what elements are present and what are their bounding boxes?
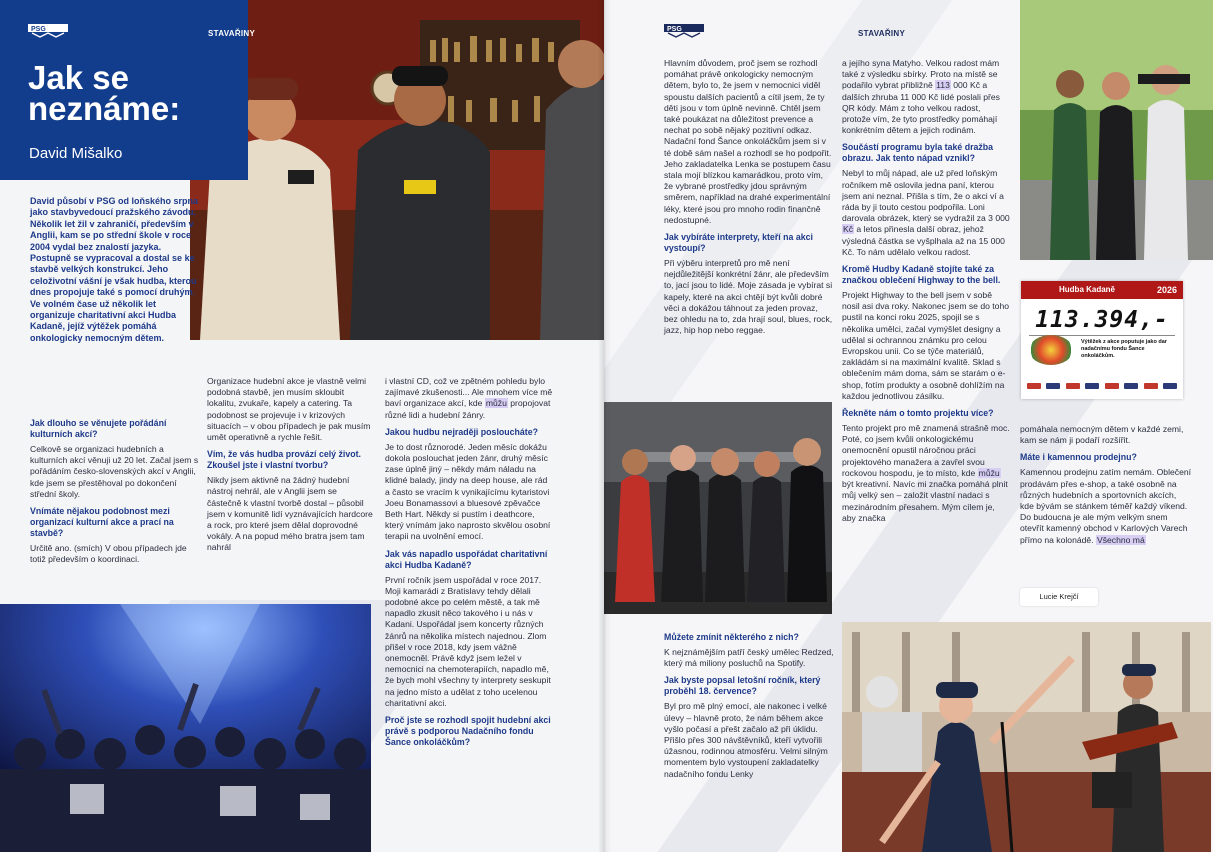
poster-amount: 113.394,- <box>1035 307 1169 333</box>
question-heading: Kromě Hudby Kadaně stojíte také za značkou oblečení Highway to the bell. <box>842 264 1001 286</box>
answer-paragraph: K nejznámějším patří český umělec Redzed, který má miliony posluchů na Spotify. <box>664 647 834 669</box>
svg-text:PSG: PSG <box>667 26 682 33</box>
question-heading: Můžete zmínit některého z nich? <box>664 632 799 642</box>
answer-paragraph: Hlavním důvodem, proč jsem se rozhodl pomáhat právě onkologicky nemocným dětem, bylo to, že jsem v nemocnici viděl spoustu dalších pacientů a cítil jsem, že ty děti jsou v tom úplně nevinně. Chtěl jsem také poukázat na důležitost prevence a nechat po sobě nějaký pozitivní odkaz. Nadační fond Šance onkoláčkům jsem si v té době sám našel a rozhodl se ho podpořit. Jeho zakladatelka Lenka se postupem času stala mojí blízkou kamarádkou, proto vím, že vybrané prostředky jdou správným směrem, například na drahé experimentální léky, které jsou pro mnoho rodin finančně nedostupné. <box>664 58 832 225</box>
sponsor-logo-icon <box>1163 383 1177 389</box>
page-subtitle: David Mišalko <box>29 145 123 162</box>
question-heading: Řekněte nám o tomto projektu více? <box>842 408 994 419</box>
sponsor-logo-icon <box>1066 383 1080 389</box>
hero-photo <box>190 0 604 340</box>
right-column-3 <box>1020 424 1192 552</box>
text-run: a letos přinesla další obraz, jehož výsledná částka se vyšplhala až na 15 000 Kč. To nám udělalo velkou radost. <box>842 224 1005 257</box>
question-heading: Jakou hudbu nejraději posloucháte? <box>385 426 538 437</box>
text-run: propojovat různé lidi a hudební žánry. <box>385 398 551 420</box>
answer-paragraph <box>842 168 1010 258</box>
question-heading: Jak vás napadlo uspořádat charitativní akci Hudba Kadaně? <box>385 548 548 570</box>
sponsor-logo-icon <box>1046 383 1060 389</box>
answer-paragraph: Při výběru interpretů pro mě není nejdůležitější konkrétní žánr, ale především to, jací jsou to lidé. Moje zásada je vybírat si kapely, které na akci chtějí být kvůli dobré věci a dokážou táhnout za jeden provaz, bez ohledu na to, zda hrají soul, blues, rock, jazz, hip hop nebo reggae. <box>664 258 833 336</box>
sponsor-logo-icon <box>1105 383 1119 389</box>
left-column-2 <box>207 376 373 560</box>
question-heading: Máte i kamennou prodejnu? <box>1020 452 1137 463</box>
highlighted-text: můžu <box>485 398 507 409</box>
answer-paragraph: Projekt Highway to the bell jsem v sobě nosil asi dva roky. Nakonec jsem se do toho pustil na konci roku 2025, spojil se s několika umělci, začal vymýšlet designy a udělal si ochrannou známku pro celou Evropskou unii. Co se týče materiálů, zakládám si na maximální kvalitě. Sklad s oblečením mám doma, sám se starám o e-shop, fotím produkty a osobně dohlížím na každou jednotlivou zásilku. <box>842 290 1010 401</box>
answer-paragraph: Byl pro mě plný emocí, ale nakonec i velké úlevy – hlavně proto, že nám během akce vyšlo počasí a přešt začalo až při úklidu. Přišlo přes 300 návštěvníků, kteří vytvořili úžasnou, rodinnou atmosféru. Velmi silným momentem bylo vystoupení zakladatelky nadačního fondu Lenky <box>664 701 828 779</box>
singer-photo <box>842 622 1211 852</box>
highlighted-text: Kč <box>843 224 854 235</box>
text-run: Tento projekt pro mě znamená strašně moc. Poté, co jsem kvůli onkologickému onemocnění opustil náročnou práci projektového manažera a zavřel svou rockovou hospodu, je to místo, kde <box>842 423 1010 478</box>
psg-logo-icon <box>28 24 68 38</box>
page-title: Jak se neznáme: <box>28 59 181 127</box>
svg-text:PSG: PSG <box>31 26 46 33</box>
answer-paragraph <box>842 58 1010 136</box>
text-run: být kreativní. Navíc mi značka pomáhá plnit můj velký sen – založit vlastní nadaci s mezinárodním přesahem. Mým cílem je, aby značka <box>842 479 1008 523</box>
answer-paragraph: pomáhala nemocným dětem v každé zemi, kam se nám ji podaří rozšířit. <box>1020 424 1184 446</box>
left-page <box>0 0 604 852</box>
question-heading: Vnímáte nějakou podobnost mezi organizací kulturní akce a prací na stavbě? <box>30 506 174 539</box>
answer-paragraph: První ročník jsem uspořádal v roce 2017. Moji kamarádi z Bratislavy tehdy dělali podobné akce po celém městě, a tak mě napadlo zkusit něco takového i u nás v Kadani. Uspořádal jsem koncerty různých žánrů na několika místech najednou. Zlom přišel v roce 2018, kdy jsem vážně onemocněl. Právě když jsem ležel v nemocnici na chemoterapiích, napadlo mě, že bych mohl všechny ty interprety seskupit na jedno místo a udělat z toho ucelenou charitativní akci. <box>385 574 551 708</box>
answer-paragraph: Nikdy jsem aktivně na žádný hudební nástroj nehrál, ale v Anglii jsem se částečně k vlastní tvorbě dostal – působil jsem v komunitě lidí vyznávajících hardcore a rock, pro které jsem dělal doprovodné vokály. A na popud mého bratra jsem tam nahrál <box>207 475 373 553</box>
poster-note: Výtěžek z akce poputuje jako dar nadačnímu fondu Šance onkoláčkům. <box>1081 339 1167 359</box>
band-photo <box>604 402 832 614</box>
question-heading: Proč jste se rozhodl spojit hudební akci právě s podporou Nadačního fondu Šance onkoláčkům? <box>385 715 551 748</box>
answer-paragraph: Celkově se organizaci hudebních a kulturních akcí věnuji už 20 let. Začal jsem s pořádáním česko-slovenských akcí v Anglii, kde jsem se přestěhoval po dokončení střední školy. <box>30 444 199 499</box>
answer-paragraph: Organizace hudební akce je vlastně velmi podobná stavbě, jen musím skloubit lokalitu, zvukaře, kapely a catering. Ta podobnost se projevuje i v krizových situacích – v obou případech je pak musím umět operativně a rychle řešit. <box>207 376 371 443</box>
page-gutter <box>598 0 612 852</box>
highlighted-text: 113 <box>936 80 950 91</box>
sponsor-logo-icon <box>1027 383 1041 389</box>
question-heading: Vím, že vás hudba provází celý život. Zkoušel jste i vlastní tvorbu? <box>207 449 361 471</box>
right-column-1-top <box>664 58 834 342</box>
poster-year: 2026 <box>1156 285 1177 295</box>
donation-poster <box>1021 281 1183 399</box>
text-run: Nebyl to můj nápad, ale už před loňským ročníkem mě oslovila jedna paní, kterou jsem ani neznal. Přišla s tím, že o akci ví a ráda by ji touto cestou podpořila. Loni darovala obrázek, který se vydražil za 3 000 <box>842 168 1010 224</box>
right-page <box>604 0 1213 852</box>
title-block <box>0 0 248 180</box>
question-heading: Jak dlouho se věnujete pořádání kulturních akcí? <box>30 418 167 439</box>
section-tag-left: STAVAŘINY <box>208 29 256 38</box>
answer-paragraph <box>842 423 1010 524</box>
poster-header <box>1021 281 1183 299</box>
text-run: Kamennou prodejnu zatím nemám. Oblečení prodávám přes e-shop, a také osobně na různých hudebních a sportovních akcích, kde bývám se stánkem téměř každý víkend. Do budoucna je ale mým velkým snem otevřít kamenný obchod v Karlových Varech přímo na kolonádě. <box>1020 467 1192 545</box>
left-column-3 <box>385 376 553 752</box>
answer-paragraph <box>385 376 553 421</box>
text-run: i vlastní CD, což ve zpětném pohledu bylo zajímavé zkušenosti... Ale mnohem více mě baví organizace akcí, kde <box>385 376 553 409</box>
right-column-1-bottom <box>664 632 836 786</box>
right-column-2 <box>842 58 1010 530</box>
lead-paragraph: David působí v PSG od loňského srpna jako stavbyvedoucí pražského závodu. Několik let žil v zahraničí, především v Anglii, kam se po střední škole v roce 2004 vydal bez znalostí jazyka. Postupně se vypracoval a dostal se ke stavbě velkých konstrukcí. Jeho celoživotní vášní je však hudba, kterou dnes propojuje také s pomocí druhým. Ve volném čase už několik let organizuje charitativní akci Hudba Kadaně, jejíž výtěžek pomáhá onkologicky nemocným dětem. <box>30 196 199 343</box>
question-heading: Jak byste popsal letošní ročník, který proběhl 18. července? <box>664 675 821 697</box>
highlighted-text: můžu <box>978 467 1000 478</box>
answer-paragraph: Určitě ano. (smích) V obou případech jde totiž především o koordinaci. <box>30 543 187 565</box>
highlighted-text: Všechno má <box>1096 534 1145 545</box>
left-column-1 <box>30 418 200 571</box>
section-tag-right: STAVAŘINY <box>858 29 906 38</box>
outdoor-group-photo <box>1020 0 1213 260</box>
answer-paragraph <box>1020 467 1192 545</box>
sponsor-logo-icon <box>1085 383 1099 389</box>
sponsor-logos <box>1027 377 1177 395</box>
text-run: 000 Kč a dalších zhruba 11 000 Kč lidé poslali přes QR kódy. Mám z toho velkou radost, protože vím, že tyto prostředky pomáhají konkrétním dětem a jejich rodinám. <box>842 80 1000 136</box>
festival-seal-icon <box>1029 335 1073 365</box>
poster-title: Hudba Kadaně <box>1059 285 1116 294</box>
question-heading: Jak vybíráte interprety, kteří na akci vystoupí? <box>664 232 813 254</box>
concert-crowd-photo <box>0 604 371 852</box>
author-signature: Lucie Krejčí <box>1020 588 1098 606</box>
sponsor-logo-icon <box>1124 383 1138 389</box>
sponsor-logo-icon <box>1144 383 1158 389</box>
psg-logo-icon <box>664 24 704 38</box>
text-run: a jejího syna Matyho. Velkou radost mám také z výsledku sbírky. Proto na místě se podařilo vybrat přibližně <box>842 58 1000 91</box>
question-heading: Součástí programu byla také dražba obrazu. Jak tento nápad vznikl? <box>842 142 994 164</box>
answer-paragraph: Je to dost různorodé. Jeden měsíc dokážu dokola poslouchat jeden žánr, druhý měsíc zase úplně jiný – někdy mám náladu na klidné balady, jindy na deep house, ale rád a často se vracím k vynikajícímu kytaristovi Joeu Bonamassovi a bluesové zpěvačce Beth Hart. Někdy si pustím i deathcore, který vnímám jako naprosto skvělou osobní terapii na uvolnění emocí. <box>385 441 551 542</box>
